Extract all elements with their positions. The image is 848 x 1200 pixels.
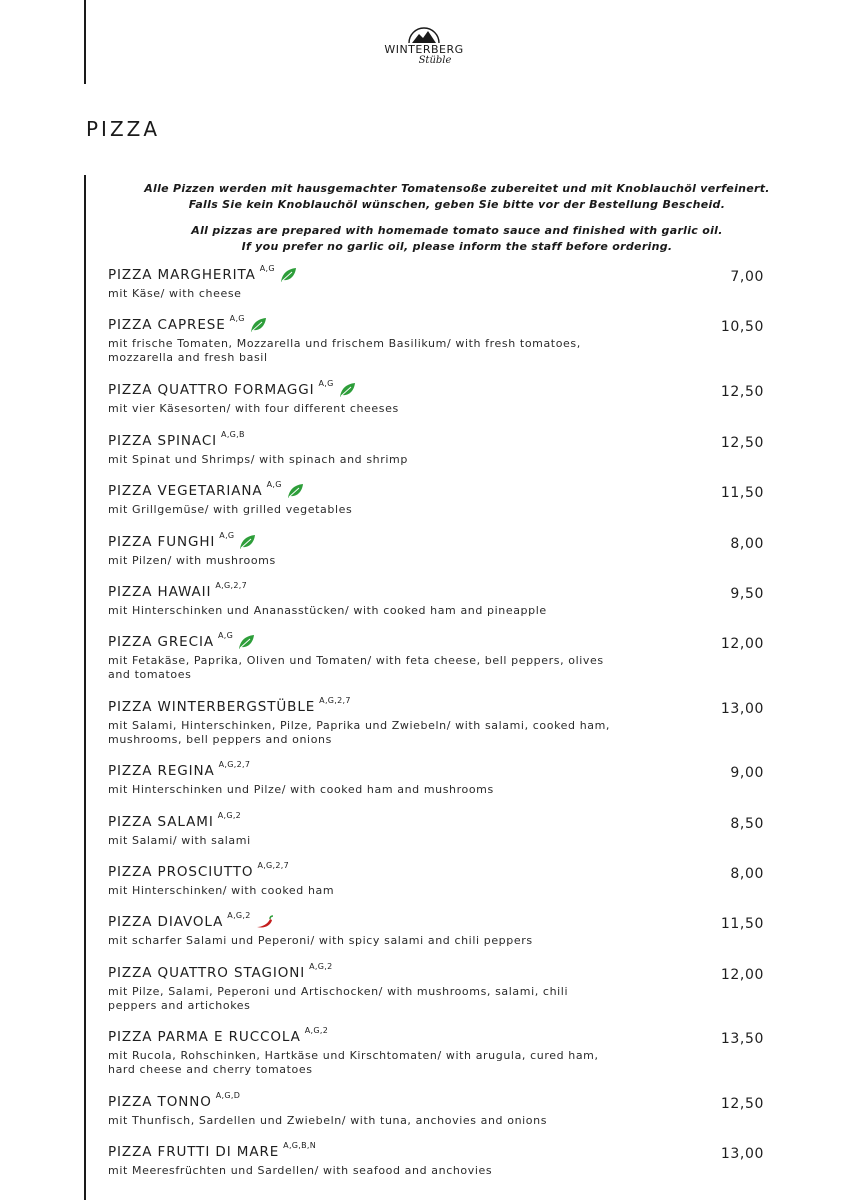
intro-de-line-2: Falls Sie kein Knoblauchöl wünschen, geben Sie bitte vor der Bestellung Bescheid. bbox=[188, 198, 726, 211]
allergen-codes: A,G,2,7 bbox=[257, 861, 290, 870]
menu-item-header bbox=[108, 861, 764, 884]
menu-item-description: mit Käse/ with cheese bbox=[108, 287, 242, 300]
menu-item bbox=[108, 811, 764, 848]
menu-item-header bbox=[108, 962, 764, 985]
allergen-codes: A,G,2 bbox=[227, 911, 251, 920]
menu-item-name: PIZZA MARGHERITA bbox=[108, 267, 256, 283]
menu-item-description: mushrooms, bell peppers and onions bbox=[108, 733, 332, 746]
vegetarian-leaf-icon bbox=[238, 534, 256, 554]
intro-de-line-1: Alle Pizzen werden mit hausgemachter Tomatensoße zubereitet und mit Knoblauchöl verfeinert. bbox=[144, 182, 770, 195]
vegetarian-leaf-icon bbox=[286, 483, 304, 503]
menu-item-description: mit Pilze, Salami, Peperoni und Artischocken/ with mushrooms, salami, chili bbox=[108, 985, 569, 998]
menu-item bbox=[108, 531, 764, 568]
menu-item bbox=[108, 430, 764, 467]
menu-item-price: 8,00 bbox=[730, 866, 764, 882]
allergen-codes: A,G,2 bbox=[304, 1026, 329, 1035]
menu-item-name: PIZZA PARMA E RUCCOLA bbox=[108, 1029, 301, 1045]
menu-item-header bbox=[108, 1026, 764, 1049]
menu-item bbox=[108, 314, 764, 365]
allergen-codes: A,G bbox=[259, 264, 275, 273]
allergen-codes: A,G bbox=[217, 631, 234, 640]
menu-item-price: 13,50 bbox=[720, 1031, 764, 1047]
menu-item-description: mit scharfer Salami und Peperoni/ with spicy salami and chili peppers bbox=[108, 934, 533, 947]
menu-item-name: PIZZA WINTERBERGSTÜBLE bbox=[108, 699, 316, 715]
menu-item-name: PIZZA REGINA bbox=[108, 763, 215, 779]
allergen-codes: A,G bbox=[266, 480, 282, 489]
menu-item-description: mit Hinterschinken und Pilze/ with cooked ham and mushrooms bbox=[108, 783, 494, 796]
menu-item-description: mit vier Käsesorten/ with four different cheeses bbox=[108, 402, 399, 415]
allergen-codes: A,G bbox=[318, 379, 334, 388]
menu-item-price: 13,00 bbox=[720, 1146, 764, 1162]
menu-item-header bbox=[108, 581, 764, 604]
menu-item bbox=[108, 379, 764, 416]
menu-item bbox=[108, 1141, 764, 1178]
intro-english bbox=[100, 223, 814, 255]
menu-item-price: 9,50 bbox=[730, 586, 764, 602]
menu-item-description: mit Meeresfrüchten und Sardellen/ with seafood and anchovies bbox=[108, 1164, 493, 1177]
allergen-codes: A,G,2,7 bbox=[215, 581, 247, 590]
menu-item-description: mit Fetakäse, Paprika, Oliven und Tomaten/ with feta cheese, bell peppers, olives bbox=[108, 654, 604, 667]
menu-item-price: 12,50 bbox=[720, 1096, 764, 1112]
menu-item-price: 11,50 bbox=[720, 485, 764, 501]
side-vertical-rule bbox=[84, 175, 86, 1200]
menu-item-header bbox=[108, 531, 764, 554]
menu-item-price: 9,00 bbox=[730, 765, 764, 781]
menu-item-name: PIZZA PROSCIUTTO bbox=[108, 864, 254, 880]
menu-item-name: PIZZA DIAVOLA bbox=[108, 914, 224, 930]
page-title: PIZZA bbox=[86, 117, 161, 141]
menu-item-description: and tomatoes bbox=[108, 668, 192, 681]
menu-item-price: 12,50 bbox=[720, 435, 764, 451]
menu-item bbox=[108, 581, 764, 618]
menu-item-header bbox=[108, 264, 764, 287]
menu-item-description: hard cheese and cherry tomatoes bbox=[108, 1063, 313, 1076]
menu-item-price: 12,50 bbox=[720, 384, 764, 400]
menu-item-name: PIZZA CAPRESE bbox=[108, 317, 226, 333]
allergen-codes: A,G,D bbox=[215, 1091, 241, 1100]
menu-item-description: peppers and artichokes bbox=[108, 999, 251, 1012]
menu-item-price: 11,50 bbox=[720, 916, 764, 932]
menu-item-name: PIZZA VEGETARIANA bbox=[108, 483, 263, 499]
vegetarian-leaf-icon bbox=[249, 317, 267, 337]
menu-item-price: 13,00 bbox=[720, 701, 764, 717]
menu-item bbox=[108, 1026, 764, 1077]
intro-german bbox=[100, 181, 814, 213]
allergen-codes: A,G bbox=[229, 314, 245, 323]
allergen-codes: A,G bbox=[219, 531, 235, 540]
menu-item-header bbox=[108, 760, 764, 783]
allergen-codes: A,G,2,7 bbox=[319, 696, 351, 705]
menu-item-header bbox=[108, 379, 764, 402]
menu-item bbox=[108, 1091, 764, 1128]
menu-item-price: 8,00 bbox=[730, 536, 764, 552]
menu-item bbox=[108, 911, 764, 948]
menu-item-description: mit Hinterschinken/ with cooked ham bbox=[108, 884, 335, 897]
menu-item-name: PIZZA FRUTTI DI MARE bbox=[108, 1144, 280, 1160]
menu-item-header bbox=[108, 811, 764, 834]
allergen-codes: A,G,2 bbox=[217, 811, 242, 820]
menu-item bbox=[108, 760, 764, 797]
menu-item-name: PIZZA QUATTRO FORMAGGI bbox=[108, 382, 315, 398]
logo-script: Stüble bbox=[418, 55, 452, 66]
menu-item-name: PIZZA GRECIA bbox=[108, 634, 214, 650]
top-vertical-rule bbox=[84, 0, 86, 84]
menu-item-price: 7,00 bbox=[730, 269, 764, 285]
menu-item-name: PIZZA FUNGHI bbox=[108, 534, 216, 550]
menu-item-description: mit Thunfisch, Sardellen und Zwiebeln/ with tuna, anchovies and onions bbox=[108, 1114, 548, 1127]
menu-item-name: PIZZA HAWAII bbox=[108, 584, 212, 600]
menu-item-header bbox=[108, 1141, 764, 1164]
menu-item-description: mit Pilzen/ with mushrooms bbox=[108, 554, 276, 567]
menu-item bbox=[108, 631, 764, 682]
menu-item-name: PIZZA SALAMI bbox=[108, 814, 214, 830]
allergen-codes: A,G,B,N bbox=[283, 1141, 317, 1150]
menu-item-price: 12,00 bbox=[720, 967, 764, 983]
menu-item-description: mit Salami/ with salami bbox=[108, 834, 251, 847]
menu-item-description: mit Grillgemüse/ with grilled vegetables bbox=[108, 503, 353, 516]
menu-item-header bbox=[108, 696, 764, 719]
menu-item-name: PIZZA QUATTRO STAGIONI bbox=[108, 965, 306, 981]
menu-item-name: PIZZA SPINACI bbox=[108, 433, 218, 449]
menu-item bbox=[108, 480, 764, 517]
allergen-codes: A,G,2,7 bbox=[218, 760, 251, 769]
menu-item-price: 10,50 bbox=[720, 319, 764, 335]
menu-item-description: mit Hinterschinken und Ananasstücken/ with cooked ham and pineapple bbox=[108, 604, 547, 617]
vegetarian-leaf-icon bbox=[338, 382, 356, 402]
chili-pepper-icon bbox=[255, 914, 275, 933]
menu-item bbox=[108, 264, 764, 301]
menu-item-header bbox=[108, 631, 764, 654]
menu-item-header bbox=[108, 430, 764, 453]
menu-item bbox=[108, 861, 764, 898]
menu-item-header bbox=[108, 480, 764, 503]
intro-en-line-1: All pizzas are prepared with homemade tomato sauce and finished with garlic oil. bbox=[191, 224, 723, 237]
menu-item bbox=[108, 696, 764, 747]
menu-item-header bbox=[108, 314, 764, 337]
allergen-codes: A,G,2 bbox=[309, 962, 333, 971]
vegetarian-leaf-icon bbox=[237, 634, 255, 654]
menu-item bbox=[108, 962, 764, 1013]
allergen-codes: A,G,B bbox=[221, 430, 245, 439]
menu-item-description: mozzarella and fresh basil bbox=[108, 351, 268, 364]
winterberg-logo bbox=[368, 26, 480, 76]
menu-item-description: mit frische Tomaten, Mozzarella und frischem Basilikum/ with fresh tomatoes, bbox=[108, 337, 581, 350]
menu-item-price: 8,50 bbox=[730, 816, 764, 832]
menu-item-description: mit Spinat und Shrimps/ with spinach and shrimp bbox=[108, 453, 408, 466]
vegetarian-leaf-icon bbox=[279, 267, 297, 287]
intro-en-line-2: If you prefer no garlic oil, please inform the staff before ordering. bbox=[241, 240, 673, 253]
menu-item-price: 12,00 bbox=[720, 636, 764, 652]
logo-name: WINTERBERG bbox=[384, 43, 464, 56]
menu-item-name: PIZZA TONNO bbox=[108, 1094, 212, 1110]
menu-item-description: mit Rucola, Rohschinken, Hartkäse und Kirschtomaten/ with arugula, cured ham, bbox=[108, 1049, 599, 1062]
menu-item-header bbox=[108, 1091, 764, 1114]
menu-item-description: mit Salami, Hinterschinken, Pilze, Paprika und Zwiebeln/ with salami, cooked ham, bbox=[108, 719, 611, 732]
menu-item-header bbox=[108, 911, 764, 934]
